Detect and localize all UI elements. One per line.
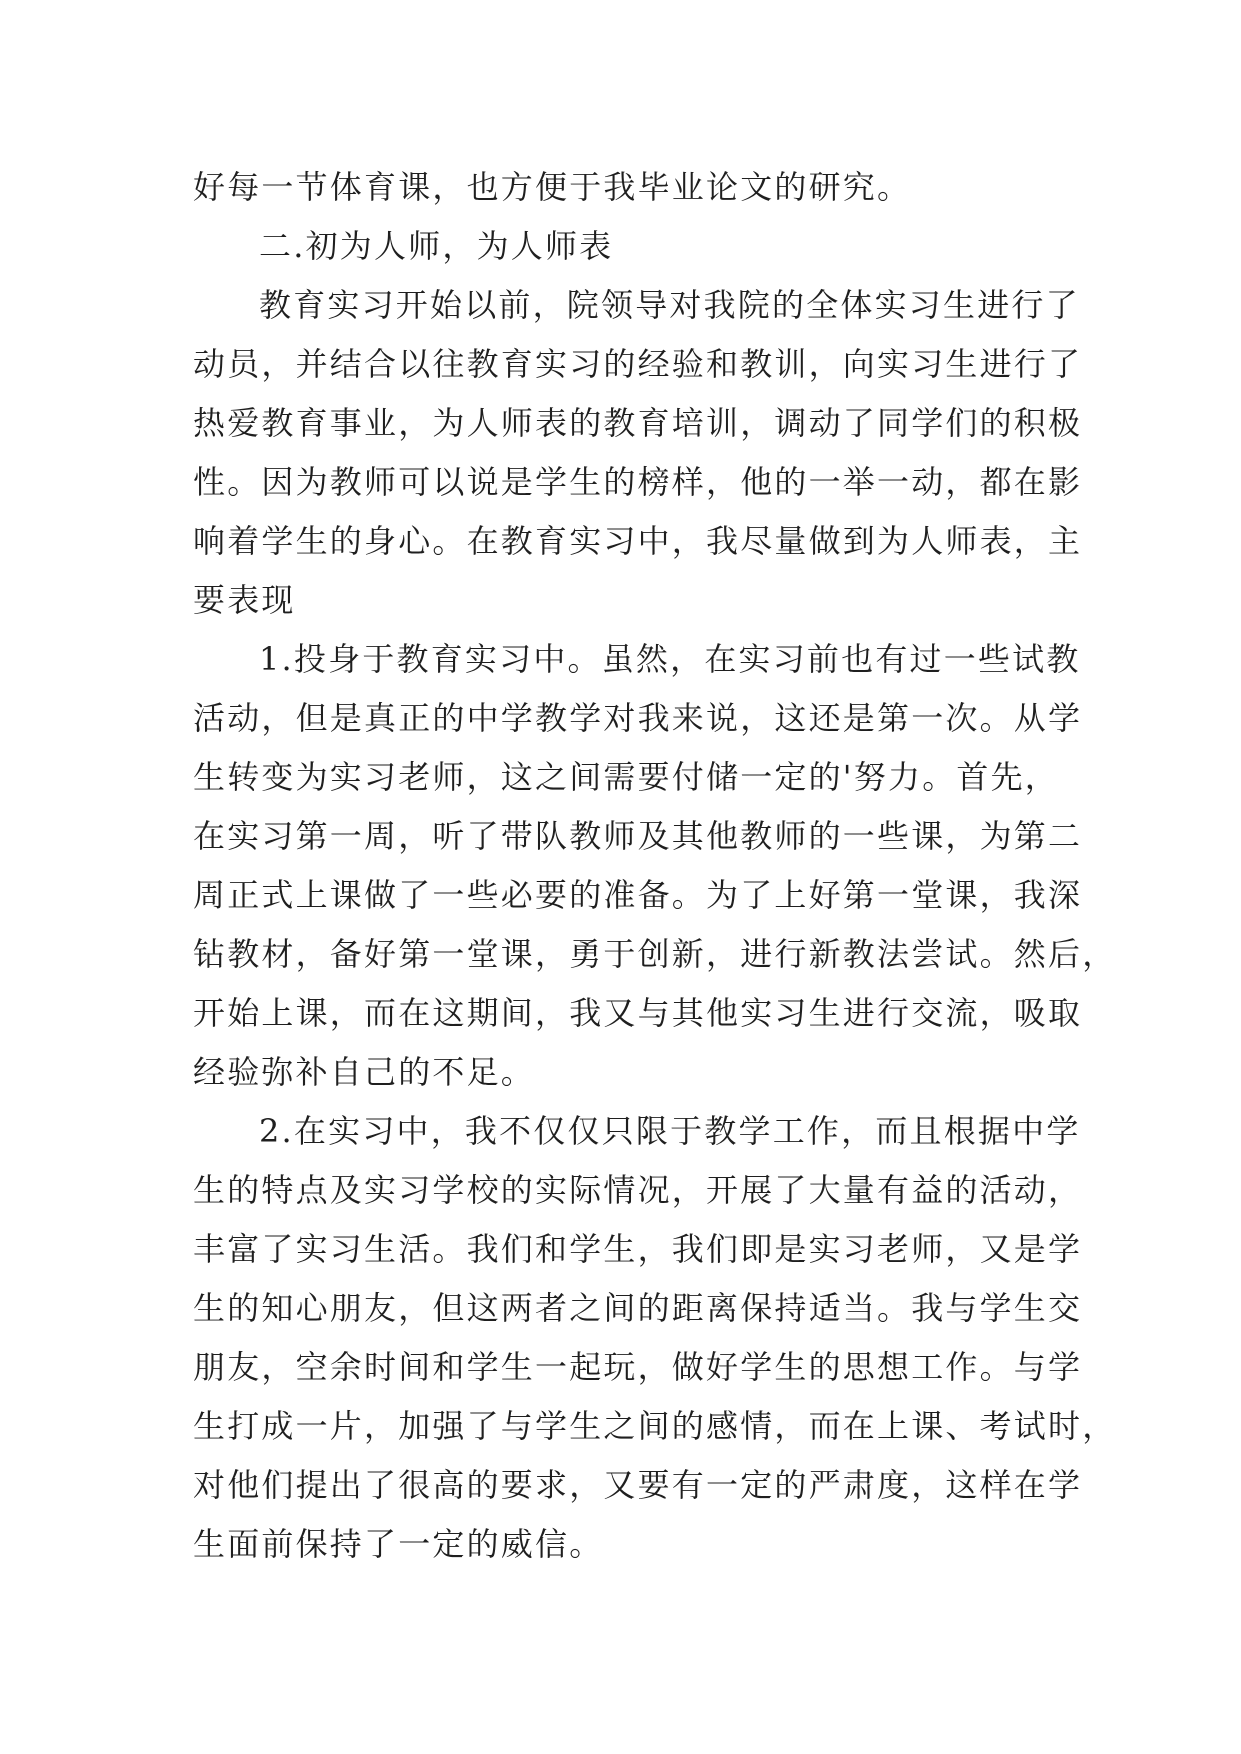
text-line: 响着学生的身心。在教育实习中，我尽量做到为人师表，主: [193, 522, 1083, 560]
text-line: 钻教材，备好第一堂课，勇于创新，进行新教法尝试。然后，: [193, 935, 1117, 973]
text-line: 生转变为实习老师，这之间需要付储一定的'努力。首先，: [193, 758, 1059, 796]
text-line: 生的特点及实习学校的实际情况，开展了大量有益的活动，: [193, 1171, 1083, 1209]
text-line: 经验弥补自己的不足。: [193, 1053, 536, 1091]
text-line: 生打成一片，加强了与学生之间的感情，而在上课、考试时，: [193, 1407, 1117, 1445]
text-line: 对他们提出了很高的要求，又要有一定的严肃度，这样在学: [193, 1466, 1083, 1504]
text-line: 朋友，空余时间和学生一起玩，做好学生的思想工作。与学: [193, 1348, 1083, 1386]
text-line: 活动，但是真正的中学教学对我来说，这还是第一次。从学: [193, 699, 1083, 737]
text-line: 1.投身于教育实习中。虽然，在实习前也有过一些试教: [259, 640, 1081, 678]
text-line: 动员，并结合以往教育实习的经验和教训，向实习生进行了: [193, 345, 1083, 383]
text-line: 要表现: [193, 581, 296, 619]
section-heading: 二.初为人师，为人师表: [259, 227, 614, 265]
document-body: [193, 158, 1117, 1574]
text-line: 2.在实习中，我不仅仅只限于教学工作，而且根据中学: [259, 1112, 1081, 1150]
text-line: 开始上课，而在这期间，我又与其他实习生进行交流，吸取: [193, 994, 1083, 1032]
text-line: 生面前保持了一定的威信。: [193, 1525, 604, 1563]
text-line: 热爱教育事业，为人师表的教育培训，调动了同学们的积极: [193, 404, 1083, 442]
text-line: 好每一节体育课，也方便于我毕业论文的研究。: [193, 168, 912, 206]
text-line: 丰富了实习生活。我们和学生，我们即是实习老师，又是学: [193, 1230, 1083, 1268]
text-line: 性。因为教师可以说是学生的榜样，他的一举一动，都在影: [193, 463, 1083, 501]
text-line: 教育实习开始以前，院领导对我院的全体实习生进行了: [259, 286, 1080, 324]
text-line: 生的知心朋友，但这两者之间的距离保持适当。我与学生交: [193, 1289, 1083, 1327]
text-line: 周正式上课做了一些必要的准备。为了上好第一堂课，我深: [193, 876, 1083, 914]
text-line: 在实习第一周，听了带队教师及其他教师的一些课，为第二: [193, 817, 1083, 855]
